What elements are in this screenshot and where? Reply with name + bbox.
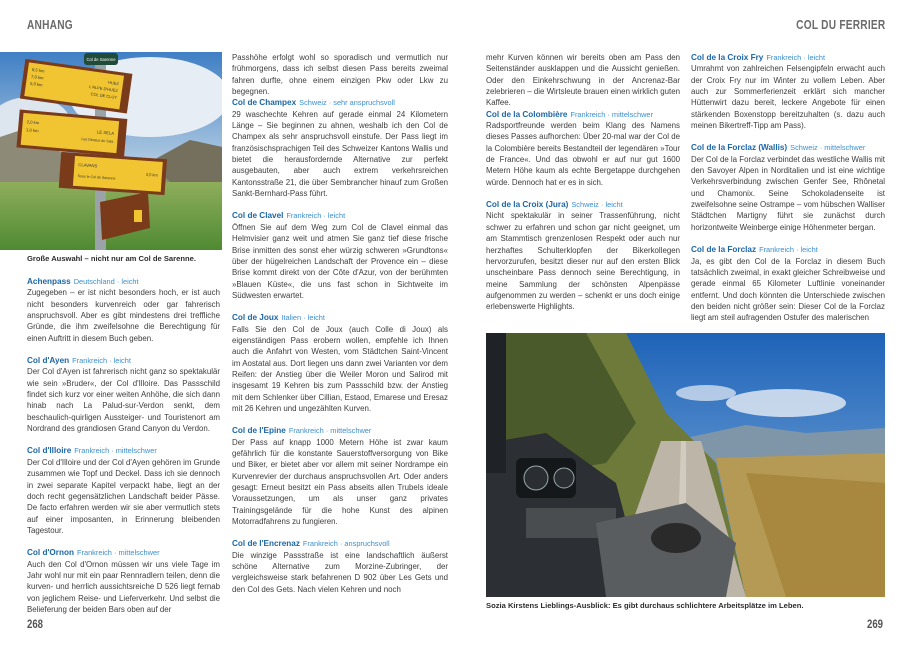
sign-text: 2,0 km xyxy=(26,119,40,126)
pass-text: Der Col d'Ayen ist fahrerisch nicht ganz so spektakulär wie sein »Bruder«, der Col d'Illoire. Das Passschild findet sich kurz vor einer weiten Anhöhe, die sich dann hinab nach La Palud-sur-Verdon senkt, dem beschaulich-quirligen Aussteiger- und Touristenort am Nordrand des grandiosen Grand Canyon du Verdon. xyxy=(27,367,220,434)
column-1 xyxy=(27,276,220,626)
pass-meta: Frankreich · leicht xyxy=(286,211,346,221)
pass-meta: Schweiz · sehr anspruchsvoll xyxy=(299,98,395,108)
pass-meta: Frankreich · leicht xyxy=(759,245,818,255)
pass-text: Umrahmt von zahlreichen Felsengipfeln erwacht auch der Croix Fry nur im Winter zu vollem Leben. Aber auch zur Sommerferienzeit erklärt sich mancher Hüttenwirt dazu bereit, leckere Angebote für einen stärkenden Boxenstopp bereitzuhalten (s. dazu auch meinen Bikertreff-Tipp am Pass). xyxy=(691,64,885,131)
continued-text: Passhöhe erfolgt wohl so sporadisch und vermutlich nur frühmorgens, dass ich selbst diesen Pass bereits zweimal fahren durfte, ohne einem einzigen Pkw oder Lkw zu begegnen. xyxy=(232,53,448,97)
running-header-right: COL DU FERRIER xyxy=(795,17,885,32)
pass-title: Col d'Ayen xyxy=(27,356,70,366)
sign-text: L'ALPE D'HUEZ xyxy=(88,84,119,93)
pass-entry xyxy=(232,97,448,199)
pass-title: Col de la Forclaz (Wallis) xyxy=(691,143,788,153)
sign-text: CLAVANS xyxy=(78,162,98,169)
pass-entry xyxy=(27,276,220,344)
col-de-sarenne-plaque xyxy=(84,53,118,65)
pass-title: Col de la Forclaz xyxy=(691,245,757,255)
running-header-left: ANHANG xyxy=(27,17,73,32)
sign-text: Col de Sarenne xyxy=(86,57,116,62)
pass-text: 29 waschechte Kehren auf gerade einmal 24 Kilometern Länge – Sie beginnen zu ahnen, weshalb ich den Col de Champex als sehr anspruchsvoll einstufe. Der Pass liegt im französischsprachigen Teil des Schweizer Kantons Wallis und bietet die herausfordernde Alternative zur perfekt ausgebauten, aber auch extrem verkehrsreichen Kantonsstraße 21, die über Sembrancher hinauf zum Großen Sankt-Bernhard-Pass führt. xyxy=(232,109,448,199)
pass-meta: Frankreich · anspruchsvoll xyxy=(302,539,390,549)
pass-entry xyxy=(27,547,220,615)
sign-text: Sous le Col de Sarenne xyxy=(77,174,116,181)
column-4 xyxy=(691,52,885,335)
pass-meta: Frankreich · mittelschwer xyxy=(74,446,157,456)
pass-title: Col de la Croix (Jura) xyxy=(486,200,569,210)
sign-text: COL DE CLUY xyxy=(90,91,118,100)
sign-text: 8,5 km xyxy=(31,66,45,74)
pass-text: Der Col de la Forclaz verbindet das westliche Wallis mit den Savoyer Alpen in Norditalien und ist eine wichtige Verkehrsverbindung zwischen Genfer See, Rhônetal und Chamonix. Seine Schokoladenseite ist zweifelsohne seine Ostrampe – vom hübschen Walliser Städtchen Martigny führt sie zunächst durch horizontweite Weinberge einige Höhenmeter bergan. xyxy=(691,154,885,232)
sign-text: 3,5 km xyxy=(145,171,159,178)
photo-motorcycle-road xyxy=(486,333,885,597)
sign-text: 5,0 km xyxy=(29,80,43,88)
column-3 xyxy=(486,52,680,324)
pass-text: Der Col d'Illoire und der Col d'Ayen gehören im Grunde zusammen wie Topf und Deckel. Dass ich sie dennoch in zwei separate Kapitel verpackt habe, liegt an der doch recht gegensätzlichen Landschaft beider Pässe. De facto erfahren werden wir sie aber vermutlich stets auf einer imposanten, in Erinnerung bleibenden Tagestour. xyxy=(27,457,220,535)
pass-title: Col de la Colombière xyxy=(486,109,568,119)
pass-text: Nicht spektakulär in seiner Trassenführung, nicht schwer zu erfahren und schon gar nicht geeignet, um am Stammtisch grenzenlosen Respekt oder auch nur herzhaftes Schulterklopfen der Bikerkollegen hervorzurufen, besitzt dieser nur auf den ersten Blick unscheinbare Pass dennoch seine Berechtigung, in meine Sammlung der schönsten Alpenpässe aufgenommen zu werden – schenkt er uns doch einige erlebenswerte Highlights. xyxy=(486,211,680,312)
pass-text: Die winzige Passstraße ist eine landschaftlich äußerst schöne Alternative zum Morzine-Zubringer, der vergleichsweise stark befahrenen D 902 über Les Gets und den Col des Gets. Nach vielen Kehren und noch xyxy=(232,550,448,594)
pass-title: Col de Joux xyxy=(232,313,279,323)
pass-entry xyxy=(691,52,885,131)
pass-text: Öffnen Sie auf dem Weg zum Col de Clavel einmal das Helmvisier ganz weit und atmen Sie ganz tief diese frische Brise inmitten des sonst eher würzig schweren »Grundtons« über der hügelreichen Landschaft der Provence ein – diese Brise kommt direkt von der Côte d'Azur, von der berühmten »Blauen Küste«, die uns fast schon in Sichtweite im Südwesten erwartet. xyxy=(232,222,448,300)
pass-title: Col de Clavel xyxy=(232,211,284,221)
pass-meta: Frankreich · leicht xyxy=(766,53,826,62)
photo-caption-left: Große Auswahl – nicht nur am Col de Sarenne. xyxy=(27,254,196,263)
sign-text: HUEZ xyxy=(107,79,120,87)
pass-text: Ja, es gibt den Col de la Forclaz in diesem Buch tatsächlich zweimal, in exakt gleicher Schreibweise und gerade einmal 65 Kilometer Luftlinie voneinander entfernt. Und doch könnten die Unterschiede zwischen den beiden nicht größer sein: Dieser Col de la Forclaz liegt am steil aufragenden Ostufer des malerischen xyxy=(691,256,885,323)
pass-meta: Frankreich · mittelschwer xyxy=(288,426,372,436)
photo-signpost xyxy=(0,52,222,250)
pass-title: Col d'Illoire xyxy=(27,446,72,456)
pass-meta: Frankreich · mittelschwer xyxy=(570,109,653,119)
pass-entry xyxy=(486,109,680,188)
page-number-right: 269 xyxy=(866,617,883,631)
pass-text: Falls Sie den Col de Joux (auch Colle di Joux) als eigenständigen Pass erobern wollen, empfehle ich Ihnen auch die Anfahrt von Westen, vom Städtchen Saint-Vincent im Aostatal aus. Dort liegen uns dann zwei Varianten vor dem Reifen: der Anstieg über die Weiler Moron und Salirod mit insgesamt 19 Kehren bis zum Passschild bzw. der Anstieg mit dem Schlenker über Cillian, Estaod, Emarese und Eresaz mit 26 Kehren und ungezählten Kurven. xyxy=(232,324,448,413)
pass-entry xyxy=(232,312,448,414)
pass-entry xyxy=(27,355,220,434)
pass-entry xyxy=(232,210,448,301)
pass-title: Col de la Croix Fry xyxy=(691,53,764,62)
column-2 xyxy=(232,52,448,606)
pass-entry xyxy=(27,445,220,536)
pass-title: Col d'Ornon xyxy=(27,548,74,558)
pass-meta: Schweiz · leicht xyxy=(571,200,623,210)
pass-title: Col de l'Epine xyxy=(232,426,286,436)
pass-title: Col de Champex xyxy=(232,98,297,108)
photo-caption-right: Sozia Kirstens Lieblings-Ausblick: Es gibt durchaus schlichtere Arbeitsplätze im Leben. xyxy=(486,601,804,610)
pass-entry xyxy=(232,425,448,527)
page-number-left: 268 xyxy=(27,617,44,631)
pass-entry xyxy=(691,142,885,233)
pass-meta: Frankreich · mittelschwer xyxy=(76,548,160,558)
pass-text: Der Pass auf knapp 1000 Metern Höhe ist zwar kaum gefährlich für die konstante Sauerstoffversorgung von Bike und Biker, er bietet aber vor allem mit seiner Nordrampe ein Kurvenrevier der durchaus anspruchsvollen Art. Oder anders gesagt: Erneut besitzt ein Pass abseits allen Trubels ideale Voraussetzungen, um als unser ganz privates Trainingsgelände für die hohe Kunst des alpinen Motorradfahrens zu fungieren. xyxy=(232,437,448,527)
pass-meta: Frankreich · leicht xyxy=(72,356,131,366)
pass-text: Auch den Col d'Ornon müssen wir uns viele Tage im Jahr wohl nur mit ein paar Rennradlern teilen, denn die kurven- und herrlich aussichtsreiche D 526 liegt fernab von jeglichem Reise- und Lieferverkehr. Und selbst die Belieferung der beiden Bars oben auf der xyxy=(27,559,220,614)
pass-meta: Italien · leicht xyxy=(281,313,325,323)
sign-text: 1,0 km xyxy=(25,127,39,134)
sign-text: LE SELA xyxy=(96,129,115,136)
pass-entry xyxy=(691,244,885,323)
pass-title: Achenpass xyxy=(27,277,71,286)
pass-meta: Deutschland · leicht xyxy=(73,277,139,286)
pass-text: Zugegeben – er ist nicht besonders hoch, er ist auch nicht besonders kurvenreich oder gar fahrerisch anspruchsvoll. Aber es gibt mindestens drei treffliche Gründe, die ihm zweifelsohne die Berechtigung für einen Auftritt in diesem Buch geben. xyxy=(27,288,220,343)
pass-title: Col de l'Encrenaz xyxy=(232,539,300,549)
pass-meta: Schweiz · mittelschwer xyxy=(790,143,866,153)
pass-entry xyxy=(232,538,448,595)
pass-entry xyxy=(486,199,680,312)
sign-text: 7,0 km xyxy=(30,73,44,81)
continued-text: mehr Kurven können wir bereits oben am Pass den Seitenständer ausklappen und die Aussicht genießen. Oder den Einkehrschwung in der Ancrenaz-Bar zelebrieren – die Wirtsleute brauen einen wirklich guten Kaffee. xyxy=(486,53,680,108)
sign-text: Les Dessus du Sela xyxy=(81,137,114,144)
pass-text: Radsportfreunde werden beim Klang des Namens dieses Passes aufhorchen: Über 20-mal war der Col de la Colombière bereits Bestandteil der legendären »Tour de France«. Und das obwohl er auf nur gut 1600 Metern Höhe kaum als echte Bergetappe durchgehen würde. Dennoch hat er es in sich. xyxy=(486,121,680,187)
